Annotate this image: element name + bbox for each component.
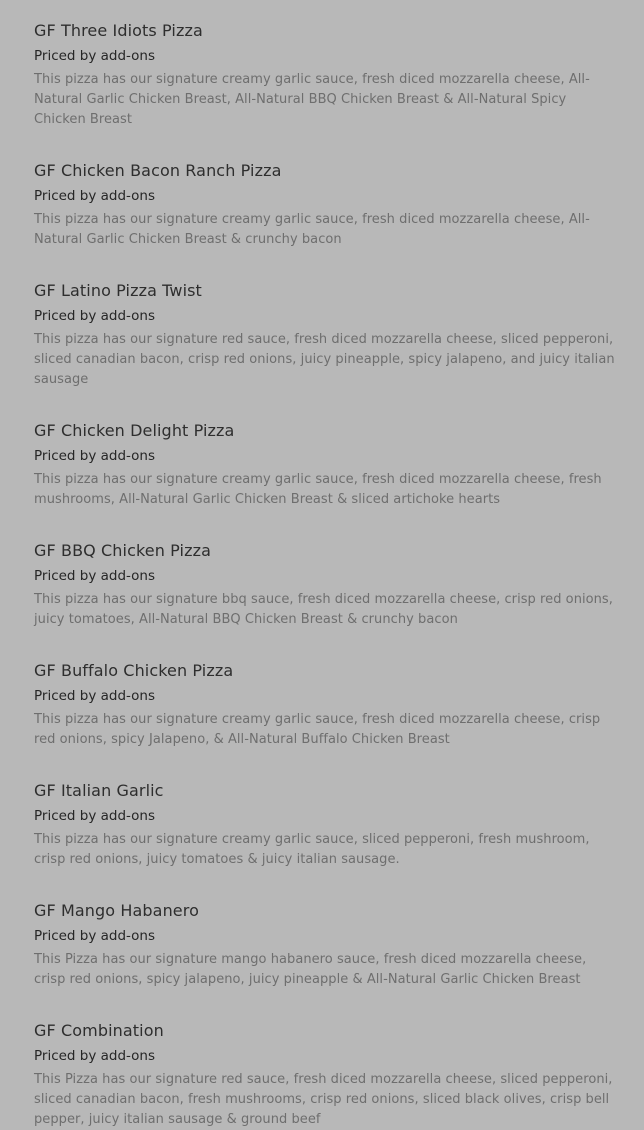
menu-item[interactable]: [34, 420, 618, 510]
menu-item-description: This pizza has our signature creamy garlic sauce, fresh diced mozzarella cheese, All-Natural Garlic Chicken Breast, All-Natural BBQ Chicken Breast & All-Natural Spicy Chicken Breast: [34, 72, 590, 127]
menu-item-price: Priced by add-ons: [34, 1048, 156, 1064]
menu-item-title[interactable]: GF Latino Pizza Twist: [34, 281, 202, 300]
menu-item-price: Priced by add-ons: [34, 568, 156, 584]
menu-item[interactable]: [34, 540, 618, 630]
menu-item-price: Priced by add-ons: [34, 448, 156, 464]
menu-item-price: Priced by add-ons: [34, 188, 156, 204]
menu-item-description: This pizza has our signature creamy garlic sauce, fresh diced mozzarella cheese, crisp red onions, spicy Jalapeno, & All-Natural Buffalo Chicken Breast: [34, 712, 601, 747]
menu-item-title[interactable]: GF Italian Garlic: [34, 781, 164, 800]
menu-item[interactable]: [34, 780, 618, 870]
menu-item-title[interactable]: GF Chicken Bacon Ranch Pizza: [34, 161, 282, 180]
menu-item-title[interactable]: GF Combination: [34, 1021, 164, 1040]
menu-item[interactable]: [34, 900, 618, 990]
menu-item[interactable]: [34, 660, 618, 750]
menu-item-price: Priced by add-ons: [34, 808, 156, 824]
menu-item-title[interactable]: GF Chicken Delight Pizza: [34, 421, 235, 440]
menu-item[interactable]: [34, 280, 618, 390]
menu-item-price: Priced by add-ons: [34, 308, 156, 324]
menu-item-title[interactable]: GF BBQ Chicken Pizza: [34, 541, 211, 560]
menu-item-description: This Pizza has our signature red sauce, fresh diced mozzarella cheese, sliced pepperoni, sliced canadian bacon, fresh mushrooms, crisp red onions, sliced black olives, crisp bell pepper, juicy italian sausage & ground beef: [34, 1072, 613, 1127]
menu-item-description: This pizza has our signature creamy garlic sauce, fresh diced mozzarella cheese, fresh mushrooms, All-Natural Garlic Chicken Breast & sliced artichoke hearts: [34, 472, 602, 507]
menu-item-description: This pizza has our signature bbq sauce, fresh diced mozzarella cheese, crisp red onions, juicy tomatoes, All-Natural BBQ Chicken Breast & crunchy bacon: [34, 592, 613, 627]
menu-item-price: Priced by add-ons: [34, 48, 156, 64]
menu-item[interactable]: [34, 160, 618, 250]
menu-item-price: Priced by add-ons: [34, 928, 156, 944]
menu-item-title[interactable]: GF Buffalo Chicken Pizza: [34, 661, 234, 680]
menu-item[interactable]: [34, 20, 618, 130]
menu-item-description: This Pizza has our signature mango habanero sauce, fresh diced mozzarella cheese, crisp red onions, spicy jalapeno, juicy pineapple & All-Natural Garlic Chicken Breast: [34, 952, 587, 987]
menu-item-description: This pizza has our signature creamy garlic sauce, fresh diced mozzarella cheese, All-Natural Garlic Chicken Breast & crunchy bacon: [34, 212, 590, 247]
menu-item-title[interactable]: GF Mango Habanero: [34, 901, 199, 920]
menu-item[interactable]: [34, 1020, 618, 1130]
menu-item-price: Priced by add-ons: [34, 688, 156, 704]
menu-item-description: This pizza has our signature red sauce, fresh diced mozzarella cheese, sliced pepperoni, sliced canadian bacon, crisp red onions, juicy pineapple, spicy jalapeno, and juicy italian sausage: [34, 332, 615, 387]
menu-item-title[interactable]: GF Three Idiots Pizza: [34, 21, 203, 40]
menu-item-description: This pizza has our signature creamy garlic sauce, sliced pepperoni, fresh mushroom, crisp red onions, juicy tomatoes & juicy italian sausage.: [34, 832, 590, 867]
